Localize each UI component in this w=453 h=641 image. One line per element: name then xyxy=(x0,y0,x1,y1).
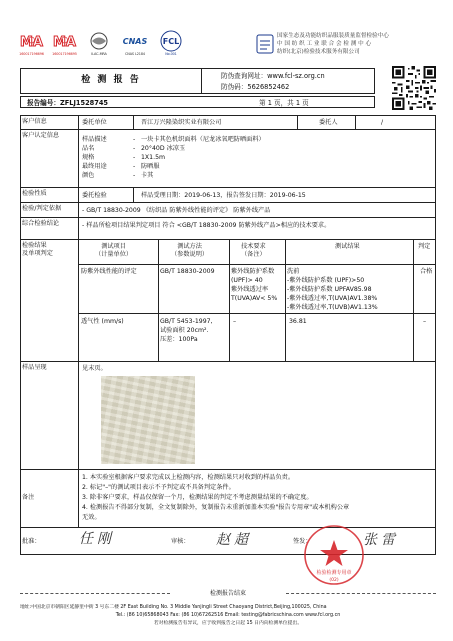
test-nature-value: 委托检验 xyxy=(82,192,107,199)
basis-value: - GB/T 18830-2009 《纺织品 防紫外线性能的评定》 防紫外线产品 xyxy=(82,207,271,214)
svg-text:CNAS: CNAS xyxy=(122,37,148,46)
drafter-label: 批准： xyxy=(22,538,41,545)
conclusion-row xyxy=(21,218,435,240)
footer-contact: Tel.: (86 10)65868043 Fax: (86 10)67262516 Email: testing@fabricschina.com www.fcl.org.cn xyxy=(115,613,341,618)
header-item: 测试项目 （计量单位） xyxy=(95,243,133,258)
ilac-mra-logo: ILAC-MRA xyxy=(84,30,114,60)
result-item-1: 防紫外线性能的评定 xyxy=(81,268,137,275)
report-number-row xyxy=(20,96,375,108)
title-box xyxy=(20,68,375,94)
svg-text:MA: MA xyxy=(53,35,76,50)
report-end-line: 检测报告结束 xyxy=(20,590,436,598)
sample-label: 样品呈现 xyxy=(21,362,79,469)
test-nature-label: 检验性质 xyxy=(21,188,79,202)
test-dates: 样品受理日期：2019-06-13，报告签发日期：2019-06-15 xyxy=(141,192,306,199)
inspection-seal xyxy=(302,523,366,587)
result-values-2: 36.81 xyxy=(289,318,307,325)
results-label: 检验结果 及单项判定 xyxy=(21,240,79,361)
svg-text:MA: MA xyxy=(20,35,43,50)
anti-fake-code: 防伪码：5626852462 xyxy=(221,83,290,91)
client-row xyxy=(21,116,435,130)
customer-info-label: 客户认定信息 xyxy=(21,130,79,187)
client-person-label: 委托人 xyxy=(319,119,338,126)
result-requirement-2: – xyxy=(233,318,237,325)
certification-logos xyxy=(18,30,186,64)
svg-text:FCL: FCL xyxy=(162,37,180,46)
basis-row xyxy=(21,203,435,218)
footer-notice: 若对检测报告有异议，应于收到报告之日起 15 日内向检测单位提出。 xyxy=(153,621,303,626)
header-verdict: 判定 xyxy=(418,243,431,250)
header-result: 测试结果 xyxy=(335,243,360,250)
cnas-logo: CNAS CNAS L2184 xyxy=(122,37,148,56)
query-site: 防伪查询网址：www.fcl-sz.org.cn xyxy=(221,72,325,80)
result-verdict-1: 合格 xyxy=(420,268,433,275)
seal-code: (02) xyxy=(329,578,339,583)
report-number: 报告编号：ZFLJ1528745 xyxy=(27,98,109,107)
cma-logo-2: MA 160017196695 xyxy=(52,35,77,56)
footer-address: 地址:中国北京市朝阳区延静里中街 3 号东二楼 2F East Building No. 3 Middle Yanjingli Street Chaoyang District,Beijing,100025, China xyxy=(20,605,327,610)
results-row: 检验结果 及单项判定 测试项目 （计量单位） 测试方法 （参数说明） 技术要求 （备注） 测试结果 判定 防紫外线性能的评定 GB/T 18830-2009 紫外线防护系数 (UPF)> 40 紫外线透过率 T(UVA)AV< 5% 洗前 -紫外线防护系数 (UPF)>50 -紫外线防护系数 UPFAV85.98 -紫外线透过率,T(UVA)AV1.38% -紫外线透过率,T(UVB)AV1.13% 合格 透气性 (mm/s) GB/T 5453-1997, 试验面积 20cm². 压差：100Pa – 36.81 – xyxy=(21,240,435,362)
anti-fake-info xyxy=(221,71,325,93)
fcl-logo: FCL No.001 xyxy=(156,30,186,60)
signature-row xyxy=(21,528,435,554)
institution-emblem-icon xyxy=(255,33,275,55)
test-nature-row xyxy=(21,188,435,203)
approver-label: 签发： xyxy=(293,538,312,545)
client-unit-label: 委托单位 xyxy=(82,119,107,126)
fabric-sample-image xyxy=(101,376,195,464)
client-unit: 晋江万兴隆染织实业有限公司 xyxy=(141,119,222,126)
checker-label: 审核： xyxy=(171,538,190,545)
remarks-row: 备注 1. 本实验室根据客户要求完成以上检测内容，检测结果只对收到的样品负责。 2. 标记"–"的测试项目表示不予判定或不具备判定条件。 3. 除非客户要求，样品仅保留一个月，检测结果的判定不考虑测量结果的不确定度。 4. 检测报告不得部分复制，全文复制除外，复制报告未重新加盖本实验"报告专用章"或本机构公章 无效。 xyxy=(21,470,435,528)
sample-note: 见末页。 xyxy=(82,365,107,372)
qr-code-icon xyxy=(392,66,436,110)
institution-name: 国家生态及功能纺织品服装质量监督检验中心 中 国 纺 织 工 业 联 合 会 检 测 中 心 纺织(北京)检验技术服务有限公司 xyxy=(277,33,389,55)
client-label: 客户信息 xyxy=(21,116,79,129)
customer-info-row: 客户认定信息 样品描述 品名 规格 最终用途 颜色 - 一块卡其色机织面料（尼龙冰氧吧防晒面料） - 20°40D 冰凉玉 - 1X1.5m - 防晒服 - 卡其 xyxy=(21,130,435,188)
header-method: 测试方法 （参数说明） xyxy=(171,243,209,258)
conclusion-value: - 样品所检项目结果判定项目 符合 <GB/T 18830-2009 防紫外线产品>相应的技术要求。 xyxy=(82,222,331,229)
report-title: 检 测 报 告 xyxy=(21,69,202,93)
header-requirement: 技术要求 （备注） xyxy=(241,243,266,258)
basis-label: 检验/判定依据 xyxy=(21,203,79,217)
checker-signature: 赵超 xyxy=(216,532,252,548)
result-verdict-2: – xyxy=(423,318,427,325)
drafter-signature: 任刚 xyxy=(79,531,115,547)
result-item-2: 透气性 (mm/s) xyxy=(81,318,124,325)
sample-row xyxy=(21,362,435,470)
result-method-1: GB/T 18830-2009 xyxy=(160,268,215,275)
page-info: 第 1 页，共 1 页 xyxy=(259,98,309,107)
report-table xyxy=(20,115,436,555)
client-person: / xyxy=(381,119,384,126)
conclusion-label: 综合检验结论 xyxy=(21,218,79,239)
seal-text: 检验检测专用章 xyxy=(316,570,352,576)
cma-logo: MA 160017196696 xyxy=(19,35,44,56)
remarks-label: 备注 xyxy=(21,470,79,527)
approver-signature: 张雷 xyxy=(363,532,399,548)
